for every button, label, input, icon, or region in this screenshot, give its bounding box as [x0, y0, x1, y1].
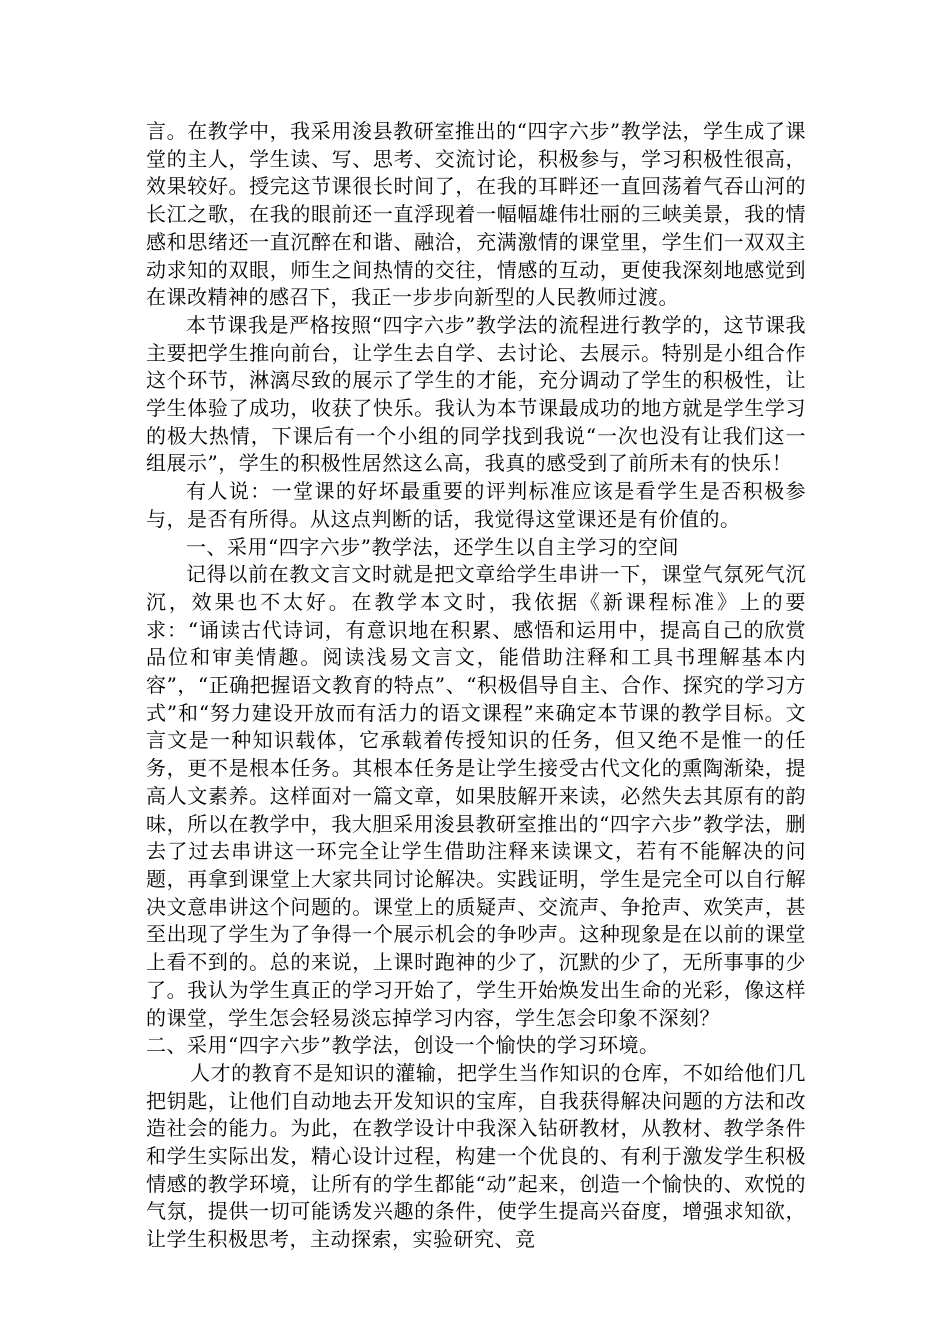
section-heading-2: 二、采用“四字六步”教学法，创设一个愉快的学习环境。: [146, 1033, 660, 1058]
section-heading-1: 一、采用“四字六步”教学法，还学生以自主学习的空间: [186, 534, 679, 559]
paragraph-section-1-body: 记得以前在教文言文时就是把文章给学生串讲一下，课堂气氛死气沉沉，效果也不太好。在教学本文时，我依据《新课程标准》上的要求：“诵读古代诗词，有意识地在积累、感悟和运用中，提高自己的欣赏品位和审美情趣。阅读浅易文言文，能借助注释和工具书理解基本内容”，“正确把握语文教育的特点”、“积极倡导自主、合作、探究的学习方式”和“努力建设开放而有活力的语文课程”来确定本节课的教学目标。文言文是一种知识载体，它承载着传授知识的任务，但又绝不是惟一的任务，更不是根本任务。其根本任务是让学生接受古代文化的熏陶渐染，提高人文素养。这样面对一篇文章，如果肢解开来读，必然失去其原有的韵味，所以在教学中，我大胆采用浚县教研室推出的“四字六步”教学法，删去了过去串讲这一环完全让学生借助注释来读课文，若有不能解决的问题，再拿到课堂上大家共同讨论解决。实践证明，学生是完全可以自行解决文意串讲这个问题的。课堂上的质疑声、交流声、争抢声、欢笑声，甚至出现了学生为了争得一个展示机会的争吵声。这种现象是在以前的课堂上看不到的。总的来说，上课时跑神的少了，沉默的少了，无所事事的少了。我认为学生真正的学习开始了，学生开始焕发出生命的光彩，像这样的课堂，学生怎会轻易淡忘掉学习内容，学生怎会印象不深刻？: [146, 562, 806, 1030]
paragraph-lesson-process: 本节课我是严格按照“四字六步”教学法的流程进行教学的，这节课我主要把学生推向前台，让学生去自学、去讨论、去展示。特别是小组合作这个环节，淋漓尽致的展示了学生的才能，充分调动了学生的积极性，让学生体验了成功，收获了快乐。我认为本节课最成功的地方就是学生学习的极大热情，下课后有一个小组的同学找到我说“一次也没有让我们这一组展示”，学生的积极性居然这么高，我真的感受到了前所未有的快乐！: [146, 312, 806, 476]
paragraph-continued: 言。在教学中，我采用浚县教研室推出的“四字六步”教学法，学生成了课堂的主人，学生读、写、思考、交流讨论，积极参与，学习积极性很高，效果较好。授完这节课很长时间了，在我的耳畔还一直回荡着气吞山河的长江之歌，在我的眼前还一直浮现着一幅幅雄伟壮丽的三峡美景，我的情感和思绪还一直沉醉在和谐、融洽，充满激情的课堂里，学生们一双双主动求知的双眼，师生之间热情的交往，情感的互动，更使我深刻地感觉到在课改精神的感召下，我正一步步向新型的人民教师过渡。: [146, 119, 806, 310]
paragraph-section-2-body: 人才的教育不是知识的灌输，把学生当作知识的仓库，不如给他们几把钥匙，让他们自动地去开发知识的宝库，自我获得解决问题的方法和改造社会的能力。为此，在教学设计中我深入钻研教材，从教材、教学条件和学生实际出发，精心设计过程，构建一个优良的、有利于激发学生积极情感的教学环境，让所有的学生都能“动”起来，创造一个愉快的、欢悦的气氛，提供一切可能诱发兴趣的条件，使学生提高兴奋度，增强求知欲，让学生积极思考，主动探索，实验研究、竞: [146, 1060, 806, 1252]
paragraph-lesson-evaluation: 有人说：一堂课的好坏最重要的评判标准应该是看学生是否积极参与，是否有所得。从这点判断的话，我觉得这堂课还是有价值的。: [146, 479, 806, 531]
document-body: [146, 118, 806, 1254]
